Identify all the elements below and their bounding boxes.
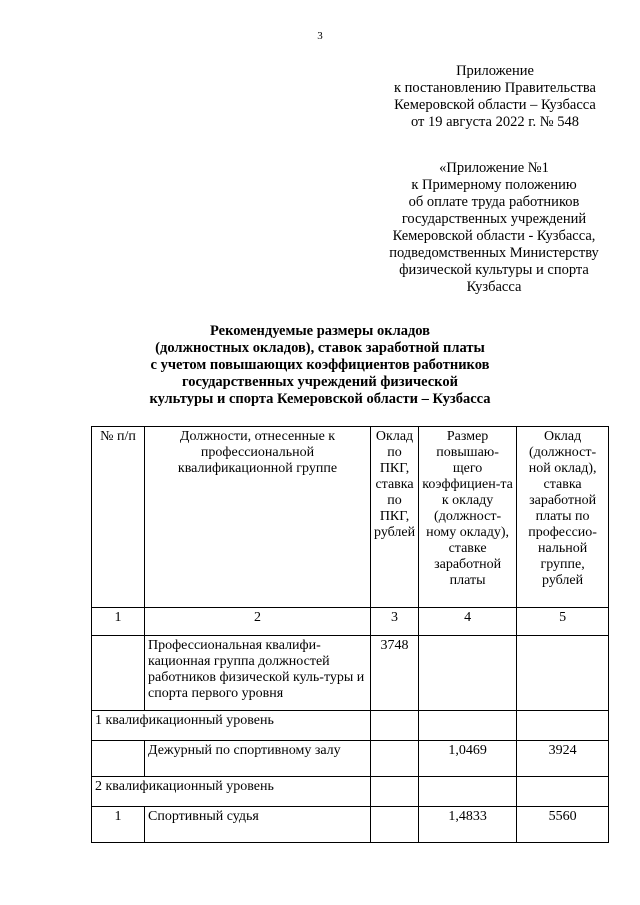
table-row — [92, 741, 609, 777]
heading-line: с учетом повышающих коэффициентов работников — [150, 357, 490, 373]
column-number-row — [92, 608, 609, 636]
appendix-line: Приложение — [456, 63, 534, 79]
appendix-line: Кемеровской области – Кузбасса — [394, 97, 596, 113]
page-number: 3 — [317, 30, 323, 42]
heading-line: культуры и спорта Кемеровской области – Кузбасса — [149, 391, 491, 407]
appendix1-line: «Приложение №1 — [439, 160, 549, 176]
appendix1-line: Кузбасса — [466, 279, 522, 295]
position-name: Дежурный по спортивному залу — [145, 741, 371, 777]
empty-cell — [419, 777, 517, 807]
appendix1-line: Кемеровской области - Кузбасса, — [392, 228, 596, 244]
group-salary-cell — [517, 636, 609, 711]
table-row-level-2 — [92, 777, 609, 807]
table-row-level-1 — [92, 711, 609, 741]
salary-value: 5560 — [517, 807, 609, 843]
empty-cell — [419, 711, 517, 741]
group-title: Профессиональная квалифи-кационная группа должностей работников физической куль-туры и спорта первого уровня — [145, 636, 371, 711]
row-number-cell — [92, 741, 145, 777]
appendix1-line: к Примерному положению — [411, 177, 577, 193]
column-number: 2 — [145, 608, 371, 636]
coefficient-value: 1,0469 — [419, 741, 517, 777]
appendix1-line: государственных учреждений — [401, 211, 587, 227]
salary-value: 3924 — [517, 741, 609, 777]
column-number: 1 — [92, 608, 145, 636]
level-2-label: 2 квалификационный уровень — [92, 777, 371, 807]
header-cell-number: № п/п — [92, 427, 145, 608]
empty-cell — [371, 807, 419, 843]
position-name: Спортивный судья — [145, 807, 371, 843]
header-cell-base-salary: Оклад по ПКГ, ставка по ПКГ, рублей — [371, 427, 419, 608]
appendix-line: от 19 августа 2022 г. № 548 — [410, 114, 580, 130]
appendix1-line: об оплате труда работников — [408, 194, 580, 210]
column-number: 5 — [517, 608, 609, 636]
heading-line: Рекомендуемые размеры окладов — [209, 323, 431, 339]
appendix-line: к постановлению Правительства — [394, 80, 596, 96]
level-1-label: 1 квалификационный уровень — [92, 711, 371, 741]
column-number: 4 — [419, 608, 517, 636]
heading-line: государственных учреждений физической — [182, 374, 458, 390]
group-number-cell — [92, 636, 145, 711]
empty-cell — [371, 741, 419, 777]
empty-cell — [371, 777, 419, 807]
group-base-salary: 3748 — [371, 636, 419, 711]
appendix1-line: подведомственных Министерству — [389, 245, 599, 261]
empty-cell — [517, 777, 609, 807]
salary-table — [91, 426, 609, 843]
header-cell-position: Должности, отнесенные к профессиональной квалификационной группе — [145, 427, 371, 608]
table-row-group — [92, 636, 609, 711]
table-row — [92, 807, 609, 843]
coefficient-value: 1,4833 — [419, 807, 517, 843]
document-heading — [70, 323, 570, 408]
column-number: 3 — [371, 608, 419, 636]
appendix-reference — [370, 63, 620, 131]
empty-cell — [371, 711, 419, 741]
group-coefficient-cell — [419, 636, 517, 711]
header-cell-coefficient: Размер повышаю-щего коэффициен-та к окладу (должност-ному окладу), ставке заработной платы — [419, 427, 517, 608]
appendix1-line: физической культуры и спорта — [399, 262, 589, 278]
table-header-row — [92, 427, 609, 608]
appendix1-reference — [368, 160, 620, 296]
heading-line: (должностных окладов), ставок заработной платы — [155, 340, 485, 356]
empty-cell — [517, 711, 609, 741]
row-number: 1 — [92, 807, 145, 843]
header-cell-salary: Оклад (должност-ной оклад), ставка заработной платы по профессио-нальной группе, рублей — [517, 427, 609, 608]
